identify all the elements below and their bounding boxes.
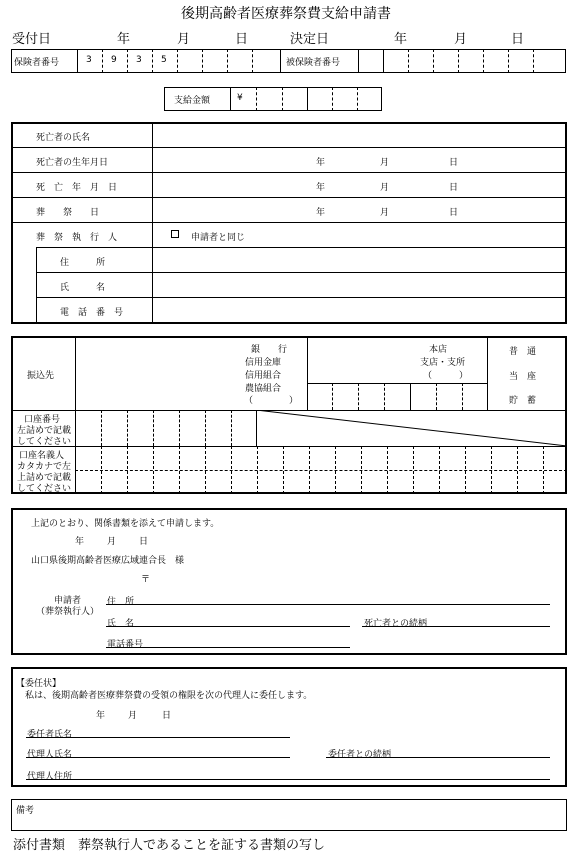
proxy-day: 日 <box>162 711 172 721</box>
executor-label: 葬 祭 執 行 人 <box>36 233 118 243</box>
applicant-sub-label: （葬祭執行人） <box>36 607 100 617</box>
branch-type-head: 本店 <box>429 345 448 355</box>
decided-date-label: 決定日 <box>290 32 330 47</box>
delegator-relation-label: 委任者との続柄 <box>328 750 392 760</box>
applicant-label: 申請者 <box>54 596 82 606</box>
deceased-section <box>11 122 567 324</box>
application-day: 日 <box>139 537 149 547</box>
bank-paren: （ ） <box>244 396 299 406</box>
insurer-digit: 3 <box>136 55 142 65</box>
application-section <box>11 508 567 655</box>
applicant-name-label: 氏 名 <box>107 619 135 629</box>
birth-day: 日 <box>449 158 459 168</box>
proxy-year: 年 <box>96 711 106 721</box>
account-number-note2: してください <box>17 437 72 447</box>
insurer-number-label: 保険者番号 <box>14 58 60 68</box>
received-year-label: 年 <box>117 32 131 47</box>
account-type-toza: 当 座 <box>509 372 537 382</box>
account-diagonal <box>256 410 567 446</box>
yen-symbol: ¥ <box>237 93 243 103</box>
received-date-label: 受付日 <box>12 32 52 47</box>
funeral-month: 月 <box>380 208 390 218</box>
addressee: 山口県後期高齢者医療広域連合長 様 <box>31 556 185 566</box>
form-title: 後期高齢者医療葬祭費支給申請書 <box>181 6 391 22</box>
executor-name-label: 氏 名 <box>60 283 106 293</box>
insurer-digit: 5 <box>161 55 167 65</box>
proxy-month: 月 <box>128 711 138 721</box>
insured-number-label: 被保険者番号 <box>286 58 341 68</box>
decided-month-label: 月 <box>454 32 468 47</box>
death-day: 日 <box>449 183 459 193</box>
same-as-applicant-label: 申請者と同じ <box>191 233 246 243</box>
decided-day-label: 日 <box>511 32 525 47</box>
death-month: 月 <box>380 183 390 193</box>
remarks-label: 備考 <box>16 806 35 816</box>
decided-year-label: 年 <box>394 32 408 47</box>
account-type-futsu: 普 通 <box>509 347 537 357</box>
executor-phone-label: 電 話 番 号 <box>60 308 124 318</box>
account-holder-note: カタカナで左 <box>17 462 72 472</box>
proxy-section <box>11 667 567 787</box>
birth-year: 年 <box>316 158 326 168</box>
account-holder-note3: してください <box>17 484 72 494</box>
postal-mark: 〒 <box>141 575 151 585</box>
death-year: 年 <box>316 183 326 193</box>
application-year: 年 <box>75 537 85 547</box>
application-statement: 上記のとおり、関係書類を添えて申請します。 <box>31 519 220 529</box>
bank-type-shinkin: 信用金庫 <box>245 358 282 368</box>
funeral-year: 年 <box>316 208 326 218</box>
transfer-label: 振込先 <box>27 371 55 381</box>
insurer-digit: 9 <box>111 55 117 65</box>
same-as-applicant-checkbox[interactable] <box>171 230 179 238</box>
deceased-name-label: 死亡者の氏名 <box>36 133 91 143</box>
bank-type-nokyo: 農協組合 <box>245 384 282 394</box>
delegator-name-label: 委任者氏名 <box>27 730 73 740</box>
applicant-relation-label: 死亡者との続柄 <box>364 619 428 629</box>
funeral-date-label: 葬 祭 日 <box>36 208 100 218</box>
application-month: 月 <box>107 537 117 547</box>
attachment-note: 添付書類 葬祭執行人であることを証する書類の写し <box>13 838 326 853</box>
account-type-chochiku: 貯 蓄 <box>509 396 537 406</box>
funeral-day: 日 <box>449 208 459 218</box>
bank-type-ginko: 銀 行 <box>251 345 288 355</box>
account-number-note: 左詰めで記載 <box>17 426 72 436</box>
received-day-label: 日 <box>235 32 249 47</box>
proxy-statement: 私は、後期高齢者医療葬祭費の受領の権限を次の代理人に委任します。 <box>25 691 313 701</box>
remarks-box[interactable] <box>11 799 567 831</box>
account-number-label: 口座番号 <box>24 415 61 425</box>
account-holder-label: 口座名義人 <box>19 451 65 461</box>
proxy-heading: 【委任状】 <box>16 679 62 689</box>
received-month-label: 月 <box>177 32 191 47</box>
agent-address-label: 代理人住所 <box>27 772 73 782</box>
executor-address-label: 住 所 <box>60 258 106 268</box>
account-holder-note2: 上詰めで記載 <box>17 473 72 483</box>
payment-amount-label: 支給金額 <box>174 96 211 106</box>
branch-paren: （ ） <box>423 371 469 381</box>
applicant-phone-label: 電話番号 <box>107 640 144 650</box>
bank-type-shinkumi: 信用組合 <box>245 371 282 381</box>
agent-name-label: 代理人氏名 <box>27 750 73 760</box>
deceased-birth-label: 死亡者の生年月日 <box>36 158 109 168</box>
birth-month: 月 <box>380 158 390 168</box>
insurer-digit: 3 <box>86 55 92 65</box>
death-date-label: 死 亡 年 月 日 <box>36 183 118 193</box>
branch-type-branch: 支店・支所 <box>420 358 466 368</box>
applicant-address-label: 住 所 <box>107 597 135 607</box>
